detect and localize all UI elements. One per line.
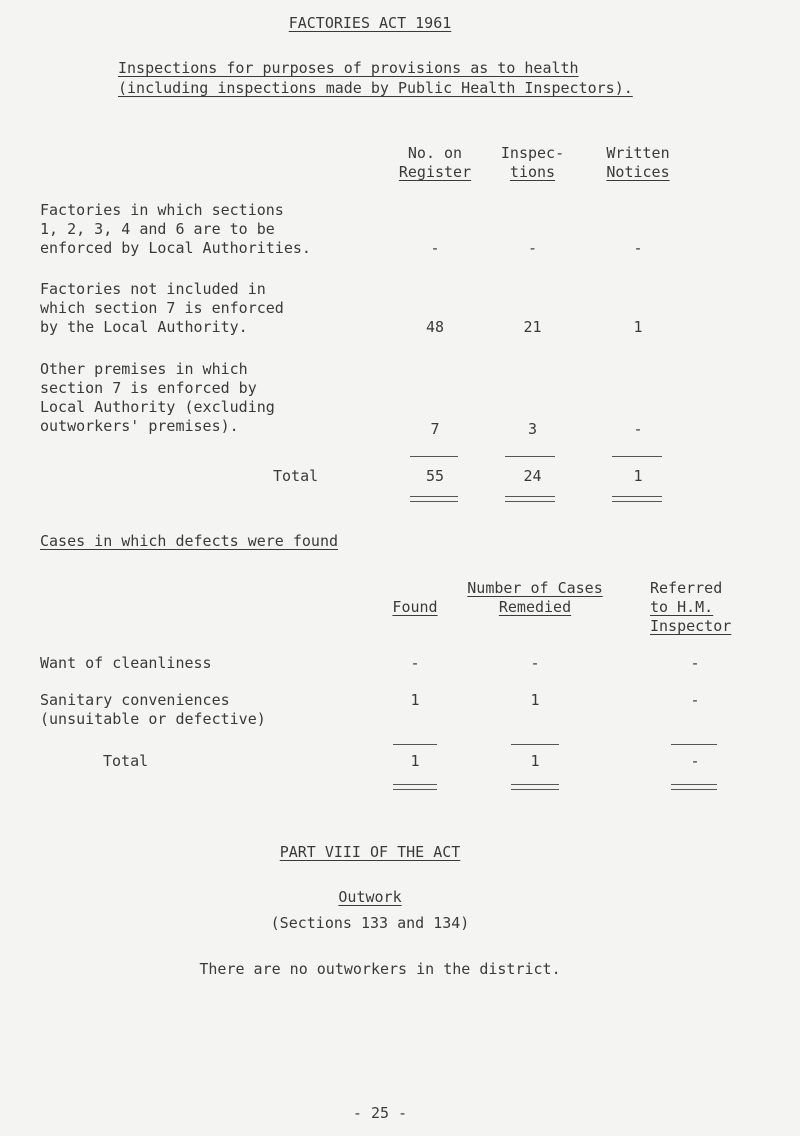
defect-row2-remedied: 1	[530, 691, 540, 709]
act-title: FACTORIES ACT 1961	[288, 14, 452, 32]
row3-label-line4: outworkers' premises).	[40, 417, 239, 435]
row2-label-line1: Factories not included in	[40, 280, 266, 298]
col-header-notices-line1: Written	[606, 144, 670, 162]
defects-total-label: Total	[103, 752, 149, 770]
double-rule-register	[410, 496, 458, 502]
rule-notices	[612, 456, 662, 457]
col-header-notices-line2: Notices	[606, 163, 670, 181]
rule-inspections	[505, 456, 555, 457]
col-header-remedied: Remedied	[498, 598, 572, 616]
row1-register: -	[430, 239, 440, 257]
number-of-cases-heading: Number of Cases	[467, 579, 603, 597]
double-rule-found	[393, 784, 437, 790]
total-notices: 1	[633, 467, 643, 485]
col-header-register-line1: No. on	[407, 144, 463, 162]
defect-row1-remedied: -	[530, 654, 540, 672]
defect-row1-found: -	[410, 654, 420, 672]
double-rule-notices	[612, 496, 662, 502]
col-header-register-line2: Register	[398, 163, 472, 181]
subtitle-line-2: (including inspections made by Public Health Inspectors).	[118, 79, 633, 97]
row1-label-line1: Factories in which sections	[40, 201, 284, 219]
outwork-heading: Outwork	[338, 888, 402, 906]
row3-notices: -	[633, 420, 643, 438]
double-rule-remedied	[511, 784, 559, 790]
sections-reference: (Sections 133 and 134)	[270, 914, 470, 932]
defect-row1-referred: -	[690, 654, 700, 672]
row2-notices: 1	[633, 318, 643, 336]
col-header-referred-line3: Inspector	[650, 617, 732, 635]
col-header-inspections-line1: Inspec-	[500, 144, 565, 162]
defect-row2-label-line2: (unsuitable or defective)	[40, 710, 266, 728]
inspections-total-label: Total	[273, 467, 319, 485]
defect-row2-found: 1	[410, 691, 420, 709]
row1-label-line2: 1, 2, 3, 4 and 6 are to be	[40, 220, 275, 238]
row2-label-line3: by the Local Authority.	[40, 318, 248, 336]
defects-total-remedied: 1	[530, 752, 540, 770]
row2-inspections: 21	[523, 318, 542, 336]
defects-heading: Cases in which defects were found	[40, 532, 339, 550]
row3-label-line2: section 7 is enforced by	[40, 379, 257, 397]
row2-register: 48	[425, 318, 445, 336]
defects-total-referred: -	[690, 752, 700, 770]
col-header-found: Found	[392, 598, 438, 616]
row3-register: 7	[430, 420, 440, 438]
row3-label-line1: Other premises in which	[40, 360, 248, 378]
row1-label-line3: enforced by Local Authorities.	[40, 239, 311, 257]
subtitle-line-1: Inspections for purposes of provisions as to health	[118, 59, 579, 77]
double-rule-inspections	[505, 496, 555, 502]
double-rule-referred	[671, 784, 717, 790]
defect-row2-label-line1: Sanitary conveniences	[40, 691, 230, 709]
defect-row2-referred: -	[690, 691, 700, 709]
col-header-inspections-line2: tions	[509, 163, 556, 181]
rule-register	[410, 456, 458, 457]
rule-remedied	[511, 744, 559, 745]
row3-inspections: 3	[527, 420, 538, 438]
defect-row1-label: Want of cleanliness	[40, 654, 212, 672]
outworkers-statement: There are no outworkers in the district.	[199, 960, 561, 978]
col-header-referred-line2: to H.M.	[650, 598, 714, 616]
total-register: 55	[425, 467, 445, 485]
defects-total-found: 1	[410, 752, 420, 770]
total-inspections: 24	[523, 467, 542, 485]
row3-label-line3: Local Authority (excluding	[40, 398, 275, 416]
row1-inspections: -	[527, 239, 538, 257]
col-header-referred-line1: Referred	[650, 579, 723, 597]
rule-referred	[671, 744, 717, 745]
rule-found	[393, 744, 437, 745]
row2-label-line2: which section 7 is enforced	[40, 299, 284, 317]
part-heading: PART VIII OF THE ACT	[279, 843, 461, 861]
row1-notices: -	[633, 239, 643, 257]
page-number: - 25 -	[352, 1104, 408, 1122]
